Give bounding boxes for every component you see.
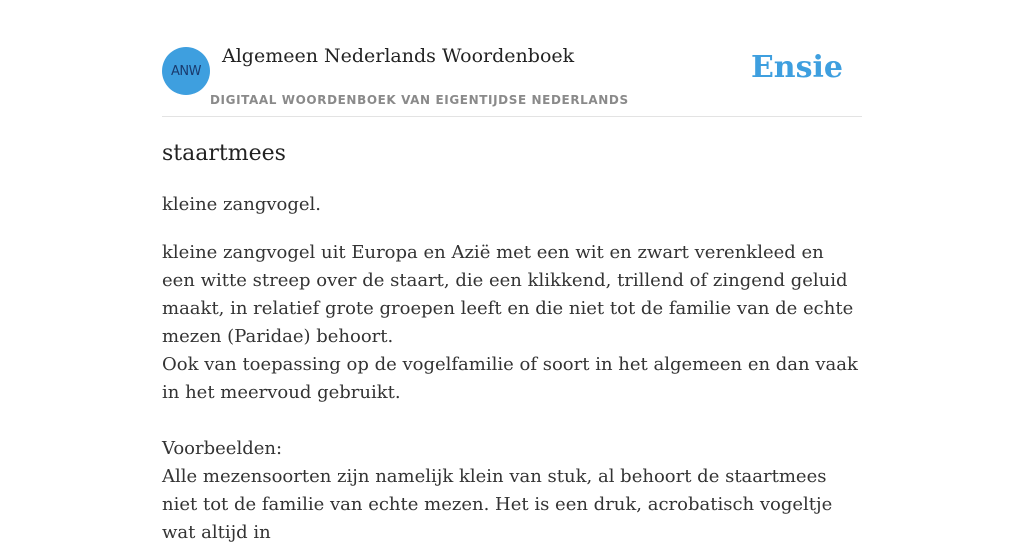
entry-body <box>162 239 862 547</box>
site-title[interactable]: Algemeen Nederlands Woordenboek <box>222 45 575 67</box>
entry-usage-note: Ook van toepassing op de vogelfamilie of soort in het algemeen en dan vaak in het meervoud gebruikt. <box>162 354 858 403</box>
entry-definition: kleine zangvogel uit Europa en Azië met een wit en zwart verenkleed en een witte streep over de staart, die een klikkend, trillend of zingend geluid maakt, in relatief grote groepen leeft en die niet tot de familie van de echte mezen (Paridae) behoort. <box>162 242 854 347</box>
entry-short-definition: kleine zangvogel. <box>162 194 322 215</box>
site-subtitle: DIGITAAL WOORDENBOEK VAN EIGENTIJDSE NEDERLANDS <box>210 93 629 107</box>
anw-logo-text: ANW <box>171 63 201 79</box>
anw-logo[interactable] <box>162 47 210 95</box>
spacer <box>162 407 862 435</box>
ensie-brand-logo[interactable]: Ensie <box>750 50 843 85</box>
site-header <box>162 0 862 117</box>
entry-headword: staartmees <box>162 141 286 166</box>
content-container <box>162 0 862 543</box>
example-text: Alle mezensoorten zijn namelijk klein van stuk, al behoort de staartmees niet tot de familie van echte mezen. Het is een druk, acrobatisch vogeltje wat altijd in <box>162 466 833 543</box>
examples-label: Voorbeelden: <box>162 438 283 459</box>
